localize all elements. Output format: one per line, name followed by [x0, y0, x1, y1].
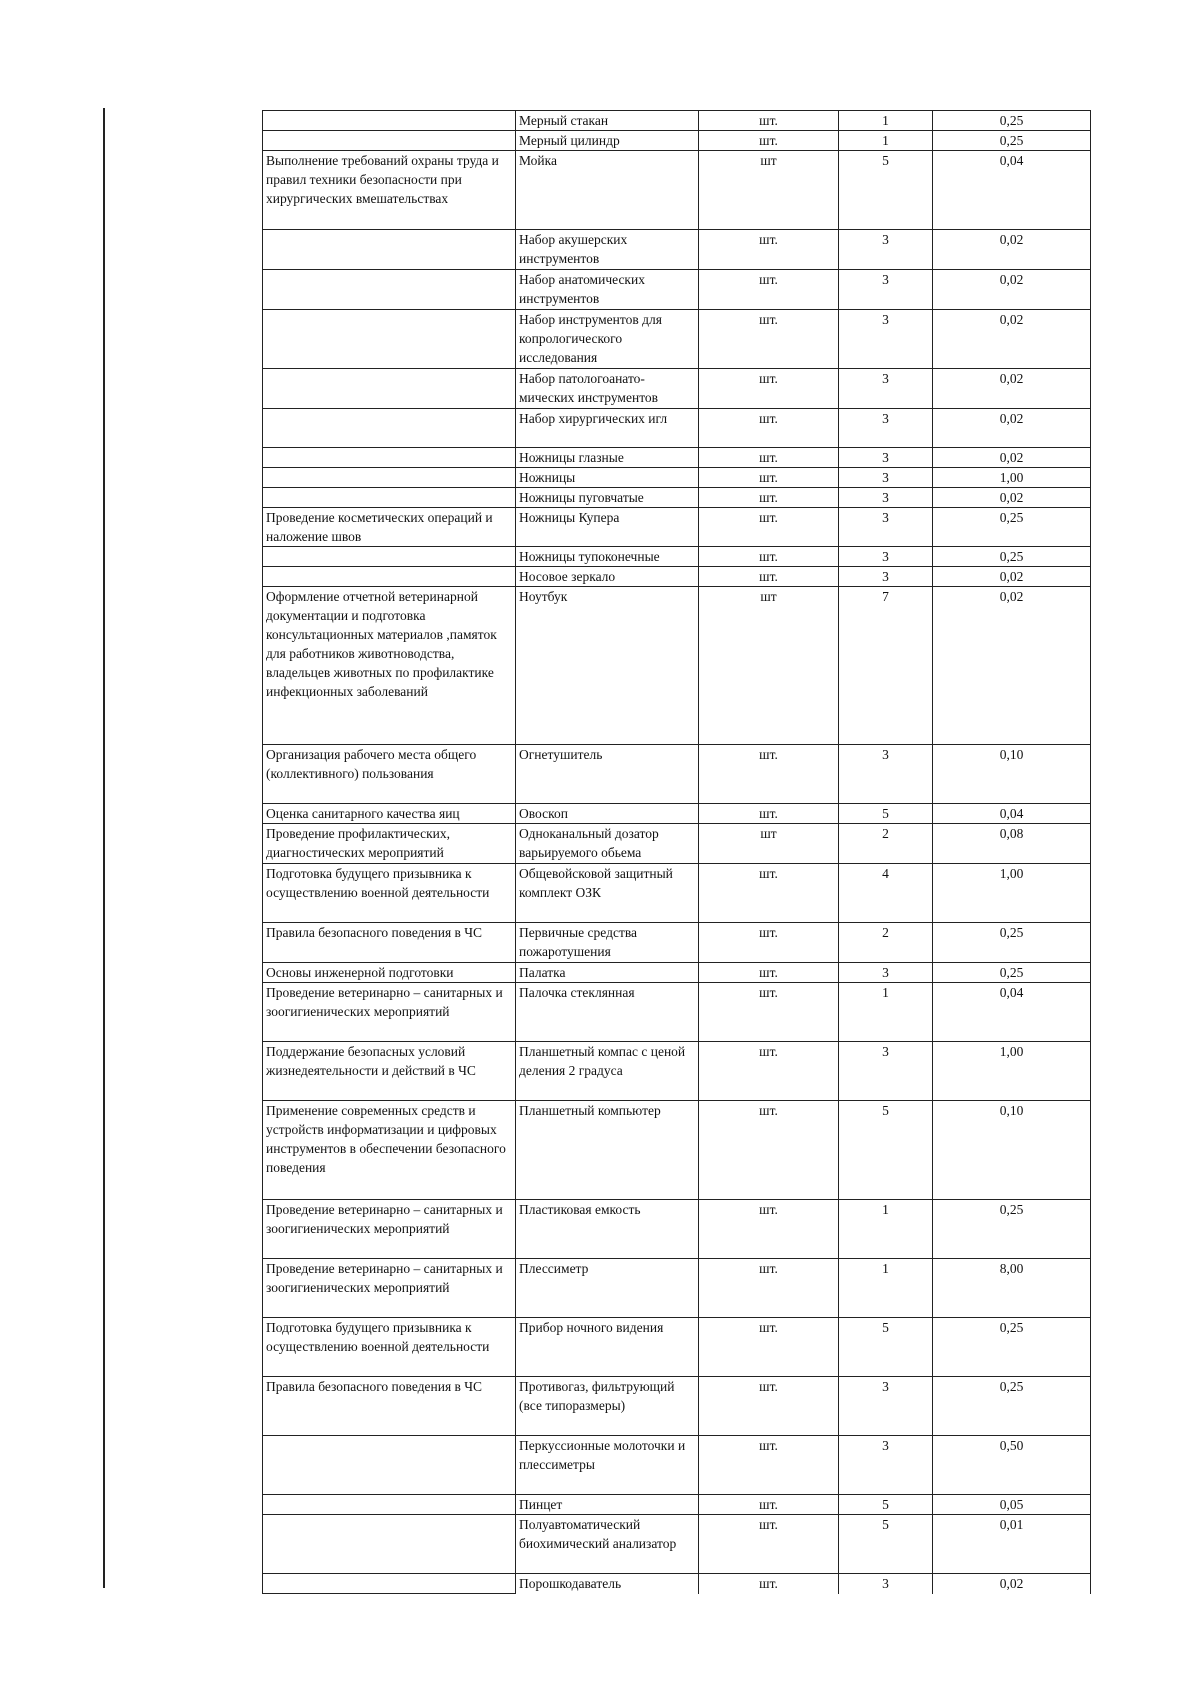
table-row — [263, 983, 1091, 1042]
coef-cell: 0,02 — [933, 409, 1091, 448]
unit-cell: шт. — [699, 488, 839, 508]
coef-cell: 0,25 — [933, 131, 1091, 151]
coef-cell: 0,25 — [933, 1377, 1091, 1436]
coef-cell: 0,02 — [933, 270, 1091, 310]
coef-cell: 0,25 — [933, 1318, 1091, 1377]
coef-cell: 0,02 — [933, 448, 1091, 468]
name-cell: Набор хирургических игл — [516, 409, 699, 448]
qty-cell: 3 — [839, 963, 933, 983]
table-row — [263, 270, 1091, 310]
name-cell: Овоскоп — [516, 804, 699, 824]
unit-cell: шт. — [699, 1495, 839, 1515]
name-cell: Набор акушерских инструментов — [516, 230, 699, 270]
unit-cell: шт. — [699, 567, 839, 587]
qty-cell: 3 — [839, 1574, 933, 1594]
activity-cell — [263, 1436, 516, 1495]
coef-cell: 0,25 — [933, 923, 1091, 963]
qty-cell: 1 — [839, 983, 933, 1042]
activity-cell — [263, 468, 516, 488]
activity-cell — [263, 1515, 516, 1574]
unit-cell: шт. — [699, 804, 839, 824]
name-cell: Прибор ночного видения — [516, 1318, 699, 1377]
unit-cell: шт. — [699, 1377, 839, 1436]
qty-cell: 2 — [839, 923, 933, 963]
coef-cell: 0,02 — [933, 567, 1091, 587]
unit-cell: шт. — [699, 409, 839, 448]
table-row — [263, 1200, 1091, 1259]
coef-cell: 0,02 — [933, 488, 1091, 508]
unit-cell: шт. — [699, 1515, 839, 1574]
qty-cell: 3 — [839, 230, 933, 270]
activity-cell — [263, 270, 516, 310]
activity-cell: Поддержание безопасных условий жизнедеятельности и действий в ЧС — [263, 1042, 516, 1101]
table-row — [263, 1495, 1091, 1515]
name-cell: Перкуссионные молоточки и плессиметры — [516, 1436, 699, 1495]
table-row — [263, 151, 1091, 230]
name-cell: Ножницы пуговчатые — [516, 488, 699, 508]
coef-cell: 0,02 — [933, 230, 1091, 270]
unit-cell: шт. — [699, 1200, 839, 1259]
activity-cell: Организация рабочего места общего (коллективного) пользования — [263, 745, 516, 804]
unit-cell: шт. — [699, 1318, 839, 1377]
table-row — [263, 369, 1091, 409]
name-cell: Ножницы Купера — [516, 508, 699, 547]
qty-cell: 3 — [839, 409, 933, 448]
coef-cell: 8,00 — [933, 1259, 1091, 1318]
qty-cell: 3 — [839, 468, 933, 488]
name-cell: Плессиметр — [516, 1259, 699, 1318]
name-cell: Набор инструментов для копрологического исследования — [516, 310, 699, 369]
table-row — [263, 1101, 1091, 1200]
activity-cell: Подготовка будущего призывника к осуществлению военной деятельности — [263, 864, 516, 923]
coef-cell: 1,00 — [933, 1042, 1091, 1101]
activity-cell — [263, 1495, 516, 1515]
table-row — [263, 1259, 1091, 1318]
coef-cell: 1,00 — [933, 864, 1091, 923]
table-row — [263, 824, 1091, 864]
unit-cell: шт. — [699, 963, 839, 983]
table-row — [263, 1436, 1091, 1495]
activity-cell: Оформление отчетной ветеринарной документации и подготовка консультационных материалов ,памяток для работников животноводства, владельцев животных по профилактике инфекционных заболеваний — [263, 587, 516, 745]
unit-cell: шт. — [699, 230, 839, 270]
table-row — [263, 468, 1091, 488]
qty-cell: 3 — [839, 567, 933, 587]
coef-cell: 0,25 — [933, 111, 1091, 131]
activity-cell: Основы инженерной подготовки — [263, 963, 516, 983]
name-cell: Ножницы — [516, 468, 699, 488]
qty-cell: 1 — [839, 1200, 933, 1259]
table-row — [263, 547, 1091, 567]
name-cell: Мерный стакан — [516, 111, 699, 131]
activity-cell — [263, 131, 516, 151]
qty-cell: 3 — [839, 1377, 933, 1436]
coef-cell: 0,10 — [933, 745, 1091, 804]
activity-cell — [263, 369, 516, 409]
name-cell: Противогаз, фильтрующий (все типоразмеры) — [516, 1377, 699, 1436]
unit-cell: шт. — [699, 468, 839, 488]
name-cell: Набор патологоанато-мических инструментов — [516, 369, 699, 409]
name-cell: Палатка — [516, 963, 699, 983]
qty-cell: 4 — [839, 864, 933, 923]
activity-cell — [263, 488, 516, 508]
coef-cell: 0,25 — [933, 547, 1091, 567]
unit-cell: шт. — [699, 508, 839, 547]
table-row — [263, 488, 1091, 508]
name-cell: Ножницы глазные — [516, 448, 699, 468]
table-row — [263, 1318, 1091, 1377]
activity-cell: Проведение профилактических, диагностических мероприятий — [263, 824, 516, 864]
activity-cell: Правила безопасного поведения в ЧС — [263, 923, 516, 963]
qty-cell: 3 — [839, 270, 933, 310]
left-margin-line — [103, 108, 105, 1588]
table-row — [263, 804, 1091, 824]
table-row — [263, 310, 1091, 369]
name-cell: Пинцет — [516, 1495, 699, 1515]
unit-cell: шт. — [699, 923, 839, 963]
activity-cell: Проведение ветеринарно – санитарных и зоогигиенических мероприятий — [263, 983, 516, 1042]
unit-cell: шт. — [699, 111, 839, 131]
qty-cell: 5 — [839, 151, 933, 230]
qty-cell: 3 — [839, 508, 933, 547]
name-cell: Мойка — [516, 151, 699, 230]
qty-cell: 3 — [839, 448, 933, 468]
name-cell: Одноканальный дозатор варьируемого обьема — [516, 824, 699, 864]
table-row — [263, 111, 1091, 131]
unit-cell: шт. — [699, 448, 839, 468]
qty-cell: 5 — [839, 1101, 933, 1200]
qty-cell: 5 — [839, 1318, 933, 1377]
coef-cell: 0,04 — [933, 804, 1091, 824]
name-cell: Порошкодаватель — [516, 1574, 699, 1594]
coef-cell: 1,00 — [933, 468, 1091, 488]
activity-cell: Правила безопасного поведения в ЧС — [263, 1377, 516, 1436]
table-row — [263, 1515, 1091, 1574]
qty-cell: 5 — [839, 1515, 933, 1574]
activity-cell: Проведение ветеринарно – санитарных и зоогигиенических мероприятий — [263, 1200, 516, 1259]
name-cell: Полуавтоматический биохимический анализатор — [516, 1515, 699, 1574]
unit-cell: шт. — [699, 1101, 839, 1200]
unit-cell: шт. — [699, 547, 839, 567]
unit-cell: шт. — [699, 131, 839, 151]
coef-cell: 0,25 — [933, 963, 1091, 983]
qty-cell: 5 — [839, 804, 933, 824]
unit-cell: шт. — [699, 270, 839, 310]
unit-cell: шт — [699, 151, 839, 230]
qty-cell: 3 — [839, 1042, 933, 1101]
name-cell: Ножницы тупоконечные — [516, 547, 699, 567]
coef-cell: 0,02 — [933, 587, 1091, 745]
table-row — [263, 409, 1091, 448]
table-row — [263, 923, 1091, 963]
name-cell: Первичные средства пожаротушения — [516, 923, 699, 963]
coef-cell: 0,10 — [933, 1101, 1091, 1200]
unit-cell: шт. — [699, 745, 839, 804]
activity-cell: Проведение ветеринарно – санитарных и зоогигиенических мероприятий — [263, 1259, 516, 1318]
coef-cell: 0,25 — [933, 508, 1091, 547]
name-cell: Ноутбук — [516, 587, 699, 745]
activity-cell: Выполнение требований охраны труда и правил техники безопасности при хирургических вмешательствах — [263, 151, 516, 230]
coef-cell: 0,01 — [933, 1515, 1091, 1574]
activity-cell — [263, 547, 516, 567]
table-row — [263, 131, 1091, 151]
unit-cell: шт — [699, 587, 839, 745]
unit-cell: шт. — [699, 1259, 839, 1318]
coef-cell: 0,02 — [933, 369, 1091, 409]
activity-cell: Применение современных средств и устройств информатизации и цифровых инструментов в обеспечении безопасного поведения — [263, 1101, 516, 1200]
name-cell: Планшетный компьютер — [516, 1101, 699, 1200]
activity-cell — [263, 111, 516, 131]
name-cell: Носовое зеркало — [516, 567, 699, 587]
unit-cell: шт. — [699, 983, 839, 1042]
name-cell: Мерный цилиндр — [516, 131, 699, 151]
coef-cell: 0,05 — [933, 1495, 1091, 1515]
activity-cell — [263, 230, 516, 270]
qty-cell: 3 — [839, 1436, 933, 1495]
table-row — [263, 230, 1091, 270]
activity-cell — [263, 1574, 516, 1594]
name-cell: Набор анатомических инструментов — [516, 270, 699, 310]
table-row — [263, 567, 1091, 587]
coef-cell: 0,02 — [933, 310, 1091, 369]
activity-cell: Проведение косметических операций и наложение швов — [263, 508, 516, 547]
unit-cell: шт. — [699, 1436, 839, 1495]
table-row — [263, 1574, 1091, 1594]
table-row — [263, 1377, 1091, 1436]
unit-cell: шт. — [699, 864, 839, 923]
unit-cell: шт. — [699, 310, 839, 369]
table-row — [263, 587, 1091, 745]
activity-cell: Подготовка будущего призывника к осуществлению военной деятельности — [263, 1318, 516, 1377]
coef-cell: 0,04 — [933, 151, 1091, 230]
qty-cell: 1 — [839, 111, 933, 131]
qty-cell: 3 — [839, 745, 933, 804]
qty-cell: 2 — [839, 824, 933, 864]
activity-cell: Оценка санитарного качества яиц — [263, 804, 516, 824]
activity-cell — [263, 567, 516, 587]
name-cell: Огнетушитель — [516, 745, 699, 804]
qty-cell: 5 — [839, 1495, 933, 1515]
table-row — [263, 963, 1091, 983]
name-cell: Планшетный компас с ценой деления 2 градуса — [516, 1042, 699, 1101]
equipment-table — [262, 110, 1091, 1594]
table-row — [263, 1042, 1091, 1101]
unit-cell: шт. — [699, 369, 839, 409]
qty-cell: 7 — [839, 587, 933, 745]
qty-cell: 1 — [839, 1259, 933, 1318]
unit-cell: шт. — [699, 1042, 839, 1101]
coef-cell: 0,50 — [933, 1436, 1091, 1495]
table-row — [263, 745, 1091, 804]
name-cell: Общевойсковой защитный комплект ОЗК — [516, 864, 699, 923]
coef-cell: 0,02 — [933, 1574, 1091, 1594]
qty-cell: 3 — [839, 310, 933, 369]
table-row — [263, 508, 1091, 547]
activity-cell — [263, 310, 516, 369]
qty-cell: 3 — [839, 547, 933, 567]
activity-cell — [263, 409, 516, 448]
coef-cell: 0,04 — [933, 983, 1091, 1042]
name-cell: Палочка стеклянная — [516, 983, 699, 1042]
table-row — [263, 864, 1091, 923]
name-cell: Пластиковая емкость — [516, 1200, 699, 1259]
qty-cell: 3 — [839, 369, 933, 409]
coef-cell: 0,08 — [933, 824, 1091, 864]
unit-cell: шт. — [699, 1574, 839, 1594]
table-row — [263, 448, 1091, 468]
activity-cell — [263, 448, 516, 468]
coef-cell: 0,25 — [933, 1200, 1091, 1259]
qty-cell: 3 — [839, 488, 933, 508]
qty-cell: 1 — [839, 131, 933, 151]
unit-cell: шт — [699, 824, 839, 864]
